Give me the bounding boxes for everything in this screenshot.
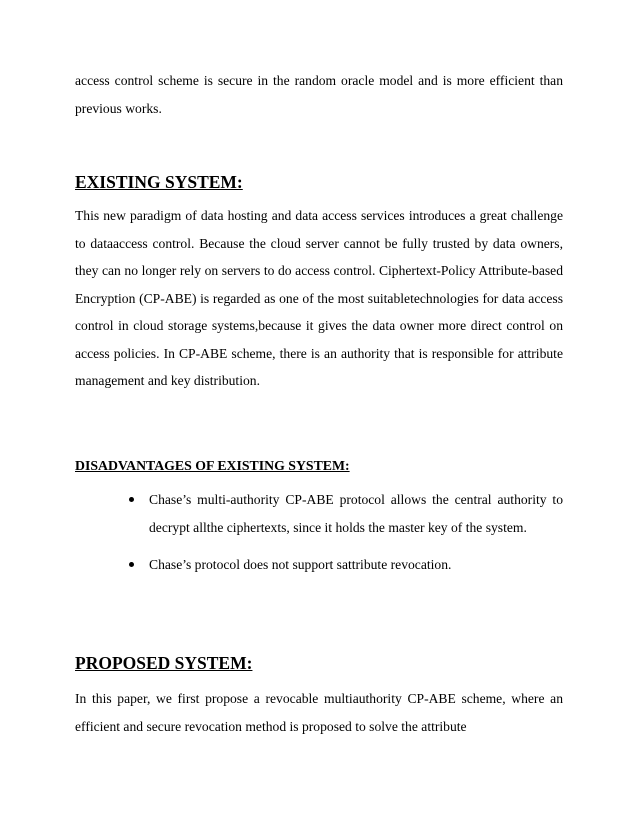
existing-system-paragraph: This new paradigm of data hosting and data access services introduces a great challenge to dataaccess control. Because the cloud server cannot be fully trusted by data owners, they can no longer rely on servers to do access control. Ciphertext-Policy Attribute-based Encryption (CP-ABE) is regarded as one of the most suitabletechnologies for data access control in cloud storage systems,because it gives the data owner more direct control on access policies. In CP-ABE scheme, there is an authority that is responsible for attribute management and key distribution. [75, 208, 563, 388]
intro-paragraph: access control scheme is secure in the random oracle model and is more efficient than previous works. [75, 73, 563, 116]
disadvantages-heading: DISADVANTAGES OF EXISTING SYSTEM: [75, 458, 350, 473]
disadvantages-list [129, 486, 563, 589]
list-item [129, 551, 563, 579]
proposed-system-heading: PROPOSED SYSTEM: [75, 653, 253, 673]
list-item-text: Chase’s protocol does not support sattribute revocation. [149, 557, 452, 572]
bullet-icon [129, 562, 134, 567]
list-item-text: Chase’s multi-authority CP-ABE protocol allows the central authority to decrypt allthe ciphertexts, since it holds the master key of the system. [149, 492, 563, 535]
list-item [129, 486, 563, 541]
bullet-icon [129, 497, 134, 502]
existing-system-heading: EXISTING SYSTEM: [75, 172, 243, 192]
proposed-system-paragraph: In this paper, we first propose a revocable multiauthority CP-ABE scheme, where an efficient and secure revocation method is proposed to solve the attribute [75, 691, 563, 734]
